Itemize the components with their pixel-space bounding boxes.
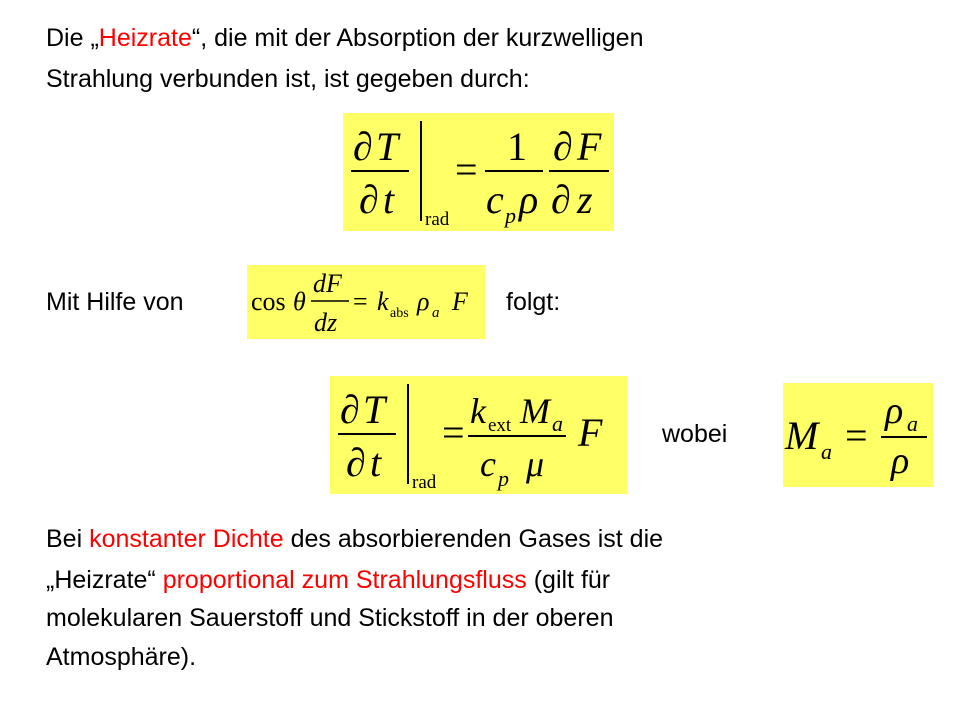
variable-F: F <box>577 124 602 169</box>
variable-rho: ρ <box>519 177 539 222</box>
subscript-p: p <box>505 203 516 228</box>
equation-4-svg <box>783 383 933 487</box>
conclusion-line-1 <box>46 523 663 555</box>
equation-heating-rate-result <box>330 376 627 494</box>
conclusion-text: (gilt für <box>526 566 611 594</box>
wobei-label: wobei <box>662 420 728 448</box>
equation-absorption <box>247 265 485 339</box>
variable-T: T <box>363 387 386 432</box>
conclusion-text: Bei <box>46 525 90 553</box>
conclusion-line-3: molekularen Sauerstoff und Stickstoff in der oberen <box>46 604 614 632</box>
intro-line-1 <box>46 22 644 54</box>
heizrate-highlight: Heizrate <box>98 24 192 52</box>
variable-c: c <box>480 444 496 484</box>
equals-sign: = <box>353 287 368 316</box>
variable-z: z <box>577 177 593 222</box>
variable-k: k <box>470 391 486 431</box>
partial-symbol: ∂ <box>340 387 360 432</box>
conclusion-line-4: Atmosphäre). <box>46 643 197 671</box>
variable-t: t <box>370 440 382 485</box>
variable-rho: ρ <box>885 390 904 432</box>
folgt-label: folgt: <box>506 288 561 316</box>
equals-sign: = <box>455 147 478 192</box>
variable-mu: μ <box>526 444 545 484</box>
subscript-p: p <box>498 466 509 491</box>
equation-heating-rate <box>343 113 614 231</box>
variable-F: F <box>452 287 468 316</box>
variable-c: c <box>486 177 504 222</box>
equation-mass-ratio <box>783 383 933 487</box>
variable-rho: ρ <box>891 440 910 482</box>
variable-F: F <box>578 410 603 455</box>
intro-line-2: Strahlung verbunden ist, ist gegeben durch: <box>46 65 530 93</box>
subscript-a: a <box>821 439 832 464</box>
subscript-abs: abs <box>390 306 409 321</box>
denominator-dz: dz <box>314 308 338 337</box>
numerator-dF: dF <box>313 269 342 298</box>
conclusion-text: des absorbierenden Gases ist die <box>283 525 664 553</box>
proportional-highlight: proportional zum Strahlungsfluss <box>162 566 527 594</box>
variable-theta: θ <box>293 287 306 316</box>
mit-hilfe-label: Mit Hilfe von <box>46 288 184 316</box>
equals-sign: = <box>845 413 868 458</box>
subscript-a: a <box>907 411 918 436</box>
intro-text: “, die mit der Absorption der kurzwelligen <box>191 24 644 52</box>
equation-1-svg <box>343 113 614 231</box>
equals-sign: = <box>442 410 465 455</box>
intro-text: Die „ <box>46 24 99 52</box>
subscript-a: a <box>432 305 440 321</box>
variable-T: T <box>376 124 399 169</box>
subscript-ext: ext <box>488 415 512 436</box>
partial-symbol: ∂ <box>359 177 379 222</box>
subscript-a: a <box>552 411 563 436</box>
cos-function: cos <box>251 287 286 316</box>
equation-3-svg <box>330 376 627 494</box>
partial-symbol: ∂ <box>346 440 366 485</box>
variable-M: M <box>520 391 550 431</box>
numeral-one: 1 <box>507 124 527 169</box>
subscript-rad: rad <box>412 472 437 493</box>
subscript-rad: rad <box>425 209 450 230</box>
partial-symbol: ∂ <box>353 124 373 169</box>
variable-rho: ρ <box>417 287 430 316</box>
variable-M: M <box>785 413 819 458</box>
partial-symbol: ∂ <box>553 124 573 169</box>
conclusion-text: „Heizrate“ <box>46 566 163 594</box>
partial-symbol: ∂ <box>551 177 571 222</box>
equation-2-svg <box>247 265 485 339</box>
konstanter-dichte-highlight: konstanter Dichte <box>89 525 284 553</box>
conclusion-line-2 <box>46 564 610 596</box>
variable-k: k <box>377 287 389 316</box>
variable-t: t <box>383 177 395 222</box>
